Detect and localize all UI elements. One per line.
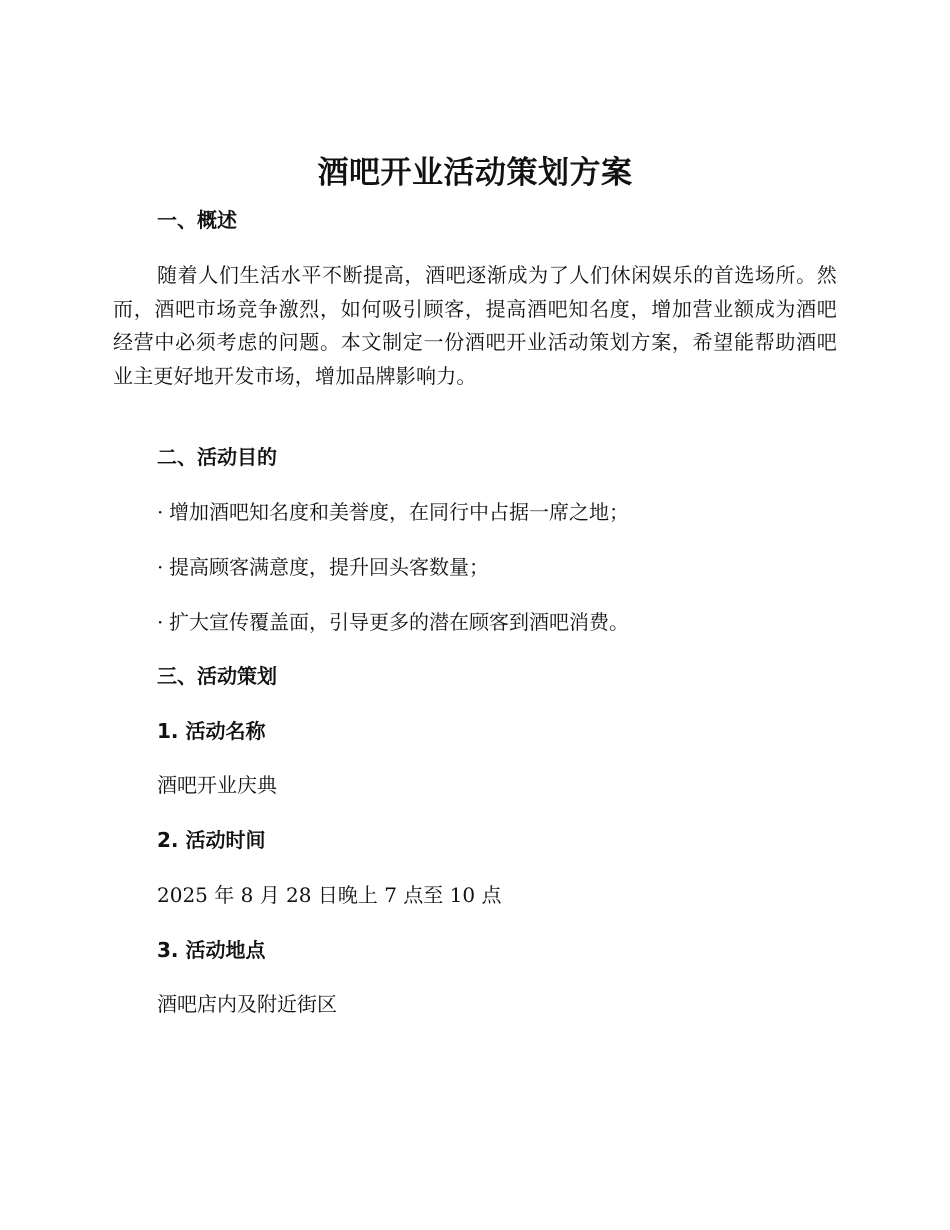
section-heading-goals: 二、活动目的 [157,445,277,469]
subheading-activity-name: 1. 活动名称 [157,719,266,743]
goal-list-item [157,498,629,526]
activity-time-value: 2025 年 8 月 28 日晚上 7 点至 10 点 [157,883,502,907]
subheading-activity-place: 3. 活动地点 [157,938,266,962]
goal-list-item [157,553,489,581]
bullet-marker: · [157,500,164,524]
activity-place-value: 酒吧店内及附近街区 [157,992,337,1016]
goal-item-text: 增加酒吧知名度和美誉度，在同行中占据一席之地； [169,500,629,524]
bullet-marker: · [157,555,164,579]
goal-item-text: 扩大宣传覆盖面，引导更多的潜在顾客到酒吧消费。 [169,610,629,634]
goal-item-text: 提高顾客满意度，提升回头客数量； [169,555,489,579]
goal-list-item [157,608,629,636]
section-heading-plan: 三、活动策划 [157,664,277,688]
section-heading-overview: 一、概述 [157,208,237,232]
document-title: 酒吧开业活动策划方案 [317,155,633,191]
bullet-marker: · [157,610,164,634]
overview-paragraph: 随着人们生活水平不断提高，酒吧逐渐成为了人们休闲娱乐的首选场所。然而，酒吧市场竞争激烈，如何吸引顾客，提高酒吧知名度，增加营业额成为酒吧经营中必须考虑的问题。本文制定一份酒吧开业活动策划方案，希望能帮助酒吧业主更好地开发市场，增加品牌影响力。 [113,263,837,388]
subheading-activity-time: 2. 活动时间 [157,828,266,852]
activity-name-value: 酒吧开业庆典 [157,773,277,797]
